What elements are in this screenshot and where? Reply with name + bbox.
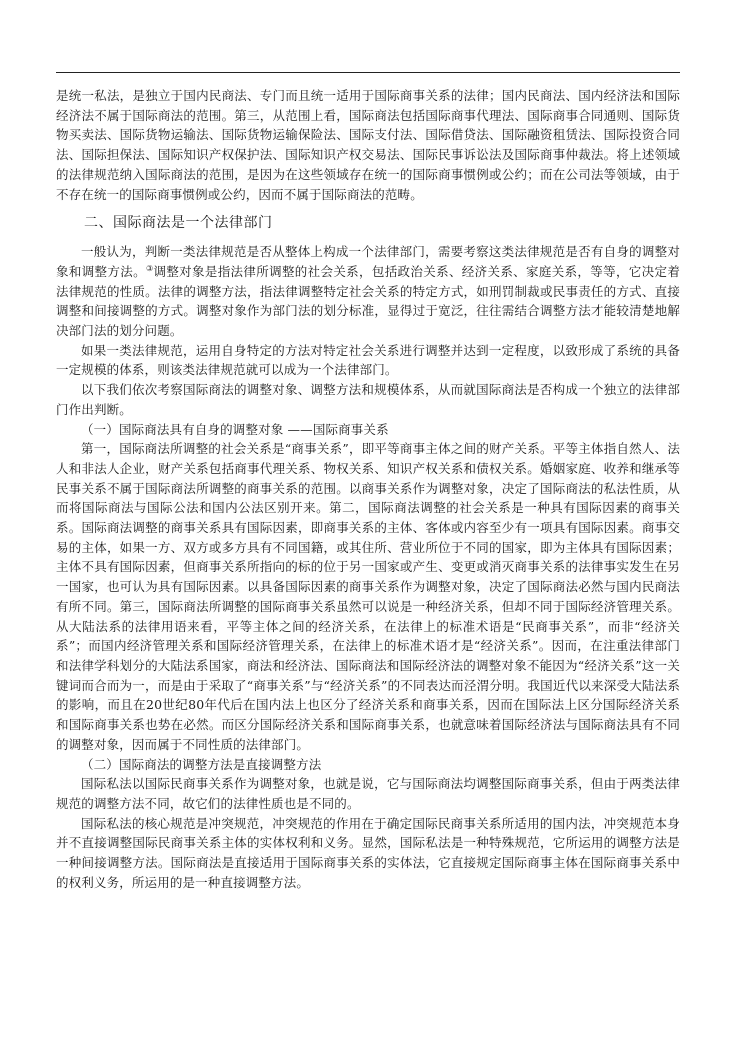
subsection-heading-1: （一）国际商法具有自身的调整对象 ——国际商事关系 [81,421,389,437]
subsection-heading-2: （二）国际商法的调整方法是直接调整方法 [81,756,322,772]
header-rule [56,72,680,73]
paragraph-legal-department: 如果一类法律规范，运用自身特定的方法对特定社会关系进行调整并达到一定程度，以致形成了系统的具备一定规模的体系，则该类法律规范就可以成为一个法律部门。 [56,342,680,378]
paragraph-definition [56,242,680,341]
paragraph-commercial-relations: 第一，国际商法所调整的社会关系是“商事关系”，即平等商事主体之间的财产关系。平等主体指自然人、法人和非法人企业，财产关系包括商事代理关系、物权关系、知识产权关系和债权关系。婚姻家庭、收养和继承等民事关系不属于国际商法所调整的商事关系的范围。以商事关系作为调整对象，决定了国际商法的私法性质，从而将国际商法与国际公法和国内公法区别开来。第二，国际商法调整的社会关系是一种具有国际因素的商事关系。国际商法调整的商事关系具有国际因素，即商事关系的主体、客体或内容至少有一项具有国际因素。商事交易的主体，如果一方、双方或多方具有不同国籍，或其住所、营业所位于不同的国家，即为主体具有国际因素；主体不具有国际因素，但商事关系所指向的标的位于另一国家或产生、变更或消灭商事关系的法律事实发生在另一国家，也可认为具有国际因素。以具备国际因素的商事关系作为调整对象，决定了国际商法必然与国内民商法有所不同。第三，国际商法所调整的国际商事关系虽然可以说是一种经济关系，但却不同于国际经济管理关系。从大陆法系的法律用语来看，平等主体之间的经济关系，在法律上的标准术语是“民商事关系”，而非“经济关系”；而国内经济管理关系和国际经济管理关系，在法律上的标准术语才是“经济关系”。因而，在注重法律部门和法律学科划分的大陆法系国家，商法和经济法、国际商法和国际经济法的调整对象不能因为“经济关系”这一关键词而合而为一，而是由于采取了“商事关系”与“经济关系”的不同表达而泾渭分明。我国近代以来深受大陆法系的影响，而且在20世纪80年代后在国内法上也区分了经济关系和商事关系，因而在国际法上区分国际经济关系和国际商事关系也势在必然。而区分国际经济关系和国际商事关系，也就意味着国际经济法与国际商法具有不同的调整对象，因而属于不同性质的法律部门。 [56,441,680,752]
paragraph-definition-part2: 调整对象是指法律所调整的社会关系，包括政治关系、经济关系、家庭关系，等等，它决定着法律规范的性质。法律的调整方法，指法律调整特定社会关系的特定方式，如刑罚制裁或民事责任的方式、直接调整和间接调整的方式。调整对象作为部门法的划分标准，显得过于宽泛，往往需结合调整方法才能较清楚地解决部门法的划分问题。 [56,263,680,339]
page-body [56,86,680,892]
paragraph-private-law: 国际私法以国际民商事关系作为调整对象，也就是说，它与国际商法均调整国际商事关系，但由于两类法律规范的调整方法不同，故它们的法律性质也是不同的。 [56,776,680,811]
footnote-marker-3[interactable]: ③ [145,263,154,273]
paragraph-definition-part1: 一般认为，判断一类法律规范是否从整体上构成一个法律部门，需要考察这类法律规范是否有自身的调整对象和调整方法。 [56,244,680,279]
section-heading-2: 二、国际商法是一个法律部门 [84,215,273,232]
paragraph-conflict-rules: 国际私法的核心规范是冲突规范，冲突规范的作用在于确定国际民商事关系所适用的国内法，冲突规范本身并不直接调整国际民商事关系主体的实体权利和义务。显然，国际私法是一种特殊规范，它所运用的调整方法是一种间接调整方法。国际商法是直接适用于国际商事关系的实体法，它直接规定国际商事主体在国际商事关系中的权利义务，所运用的是一种直接调整方法。 [56,815,680,890]
paragraph-continued: 是统一私法，是独立于国内民商法、专门而且统一适用于国际商事关系的法律；国内民商法、国内经济法和国际经济法不属于国际商法的范围。第三，从范围上看，国际商法包括国际商事代理法、国际商事合同通则、国际货物买卖法、国际货物运输法、国际货物运输保险法、国际支付法、国际借贷法、国际融资租赁法、国际投资合同法、国际担保法、国际知识产权保护法、国际知识产权交易法、国际民事诉讼法及国际商事仲裁法。将上述领域的法律规范纳入国际商法的范围，是因为在这些领域存在统一的国际商事惯例或公约；而在公司法等领域，由于不存在统一的国际商事惯例或公约，因而不属于国际商法的范畴。 [56,88,680,202]
paragraph-outline: 以下我们依次考察国际商法的调整对象、调整方法和规模体系，从而就国际商法是否构成一个独立的法律部门作出判断。 [56,382,680,417]
